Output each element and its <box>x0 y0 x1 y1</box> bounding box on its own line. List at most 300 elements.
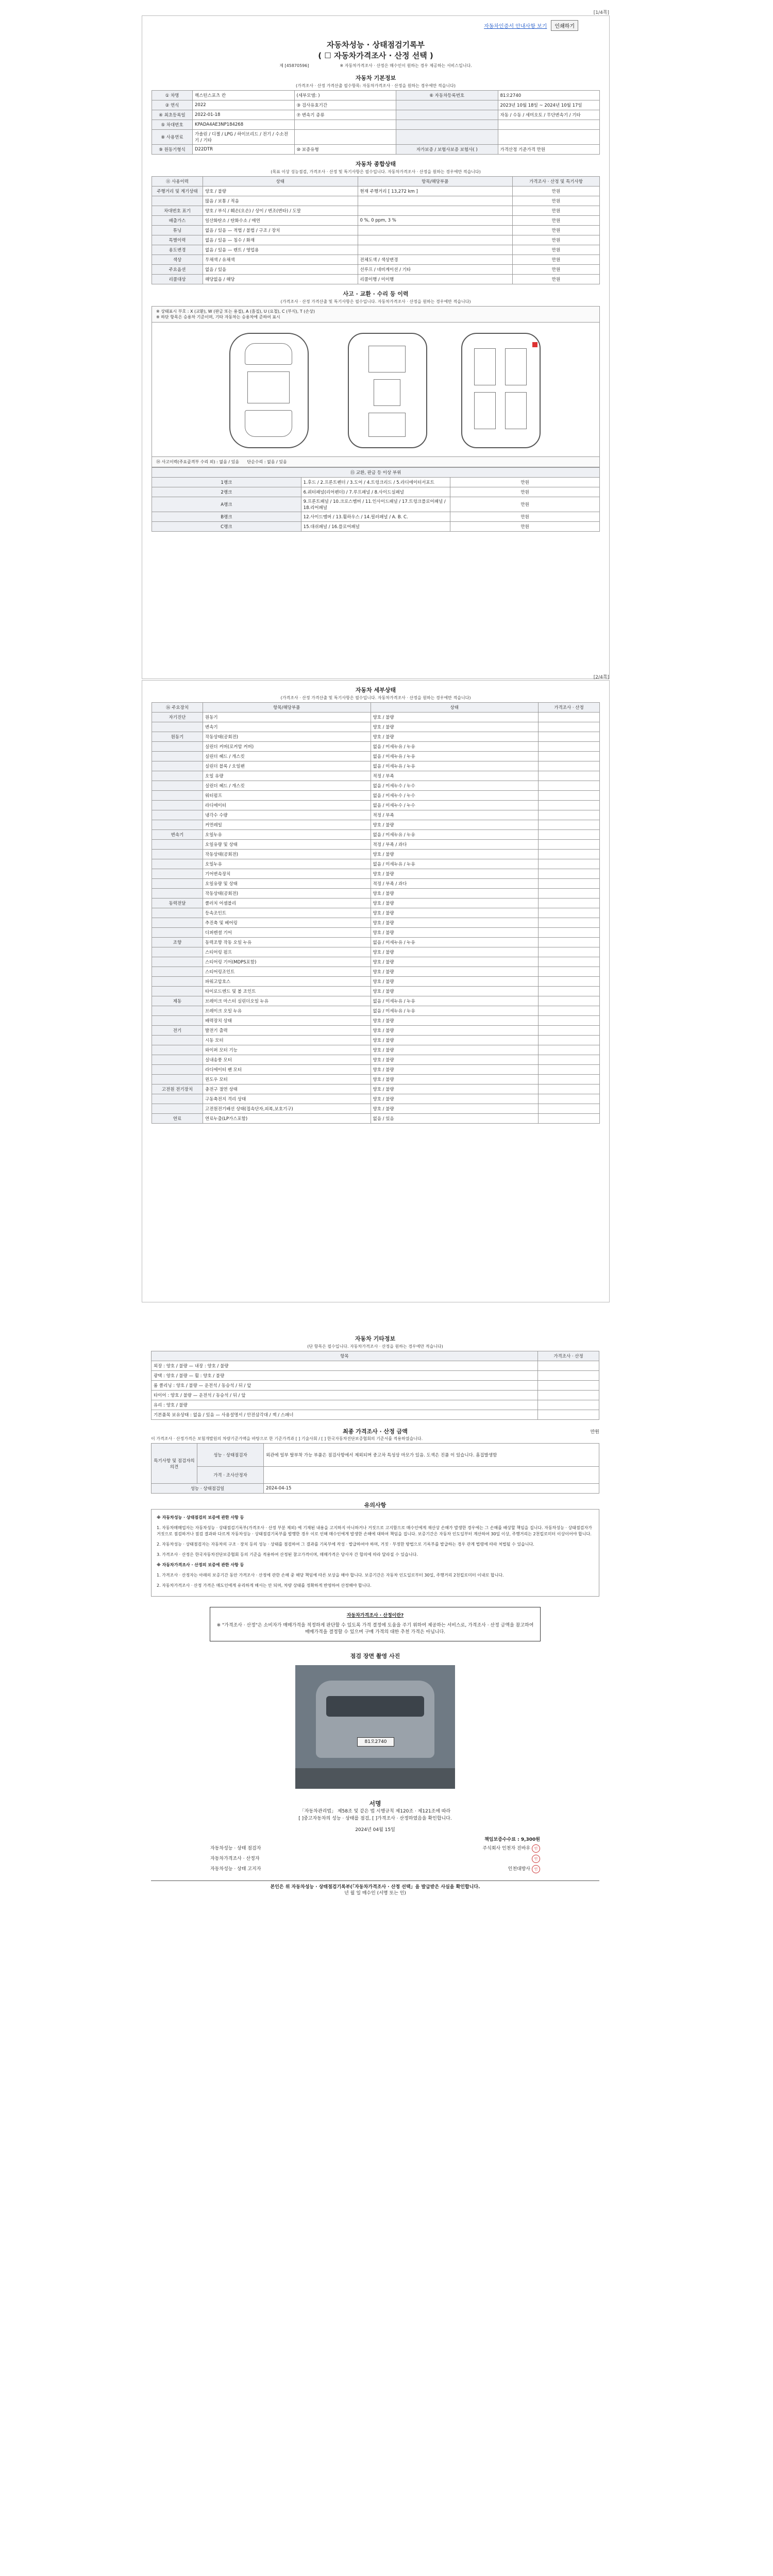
detail-item: 타이로드엔드 및 볼 조인트 <box>203 987 371 996</box>
detail-item: 배력장치 상태 <box>203 1016 371 1026</box>
etc-item: 외장 : 양호 / 불량 — 내장 : 양호 / 불량 <box>152 1361 538 1371</box>
detail-price <box>539 1016 600 1026</box>
detail-group: 변속기 <box>152 830 203 840</box>
detail-row <box>152 889 600 899</box>
detail-group: 전기 <box>152 1026 203 1036</box>
detail-price <box>539 918 600 928</box>
rank-1-label: 1랭크 <box>152 478 301 487</box>
basic-info-row <box>152 145 600 155</box>
detail-status: 양호 / 불량 <box>371 1026 539 1036</box>
final-price-note: 이 가격조사 · 산정가격은 보험개발원의 차량기준가액을 바탕으로 한 기준가격과 [ ] 기술사회 / [ ] 한국자동차진단보증협회의 기준서를 적용하였습니다. <box>151 1436 423 1441</box>
rank-b-parts: 12.사이드멤버 / 13.휠하우스 / 14.필러패널 / A. B. C. <box>301 512 450 522</box>
detail-row <box>152 1006 600 1016</box>
detail-price <box>539 1094 600 1104</box>
detail-price <box>539 791 600 801</box>
detail-item: 작동상태(공회전) <box>203 889 371 899</box>
signature-title: 서명 <box>369 1800 381 1807</box>
detail-price <box>539 810 600 820</box>
detail-price <box>539 1036 600 1045</box>
detail-group <box>152 722 203 732</box>
etc-row <box>152 1371 599 1381</box>
exchange-title: ⑮ 교환, 판금 등 이상 부위 <box>152 468 600 478</box>
detail-row <box>152 996 600 1006</box>
detail-status: 양호 / 불량 <box>371 977 539 987</box>
state-price: 만원 <box>513 226 600 235</box>
basic-value-2: 81오2740 <box>498 91 600 100</box>
etc-header-cell: 가격조사 · 산정 <box>538 1351 599 1361</box>
state-key: 주행거리 및 계기상태 <box>152 187 203 196</box>
detail-group <box>152 859 203 869</box>
state-key: 주요옵션 <box>152 265 203 275</box>
state-row <box>152 245 600 255</box>
detail-item: 파워고압호스 <box>203 977 371 987</box>
detail-status: 양호 / 불량 <box>371 967 539 977</box>
detail-row <box>152 1016 600 1026</box>
state-row <box>152 206 600 216</box>
detail-state-table <box>152 702 600 1124</box>
detail-group <box>152 889 203 899</box>
etc-item: 룸 클리닝 : 양호 / 불량 — 운전석 / 동승석 / 뒤 / 앞 <box>152 1381 538 1391</box>
detail-row <box>152 869 600 879</box>
state-row <box>152 196 600 206</box>
etc-header-row <box>152 1351 599 1361</box>
detail-item: 발전기 출력 <box>203 1026 371 1036</box>
detail-group <box>152 957 203 967</box>
detail-price <box>539 820 600 830</box>
page-1 <box>142 10 610 679</box>
basic-label: ④ 최초등록일 <box>152 110 193 120</box>
signer-row-3 <box>210 1865 540 1873</box>
detail-item: 클러치 어셈블리 <box>203 899 371 908</box>
detail-status: 양호 / 불량 <box>371 1036 539 1045</box>
detail-price <box>539 830 600 840</box>
detail-row <box>152 987 600 996</box>
rank-b-label: B랭크 <box>152 512 301 522</box>
detail-row <box>152 1036 600 1045</box>
detail-group <box>152 1065 203 1075</box>
detail-group: 제동 <box>152 996 203 1006</box>
detail-item: 와이퍼 모터 기능 <box>203 1045 371 1055</box>
accident-legend-line2: ※ 하단 항목은 승용차 기준이며, 기타 자동차는 승용차에 준하여 표시 <box>156 315 280 319</box>
detail-price <box>539 987 600 996</box>
roof-panel <box>247 371 290 403</box>
state-part: 리콜이행 / 미이행 <box>358 275 513 284</box>
etc-row <box>152 1400 599 1410</box>
detail-price <box>539 713 600 722</box>
detail-row <box>152 1084 600 1094</box>
detail-group <box>152 967 203 977</box>
detail-row <box>152 1114 600 1124</box>
detail-price <box>539 850 600 859</box>
detail-status: 양호 / 불량 <box>371 947 539 957</box>
left-door-panel <box>474 348 496 385</box>
basic-info-note: (가격조사 · 산정 가격산출 필수항목: 자동차가격조사 · 산정을 원하는 경우에만 적습니다) <box>296 83 456 88</box>
simple-repair-flag: 단순수리 : 없음 / 있음 <box>247 460 287 464</box>
rank-1-parts: 1.후드 / 2.프론트펜더 / 3.도어 / 4.트렁크리드 / 5.라디에이터서포트 <box>301 478 450 487</box>
basic-sub: ⑦ 변속기 종류 <box>294 110 396 120</box>
detail-price <box>539 938 600 947</box>
seal-icon: 인 <box>532 1855 540 1863</box>
detail-group: 자기진단 <box>152 713 203 722</box>
etc-header-cell: 항목 <box>152 1351 538 1361</box>
state-key: 용도변경 <box>152 245 203 255</box>
accident-legend-line1: ※ 상태표시 부호 : X (교환), W (판금 또는 용접), A (흠집), U (요철), C (부식), T (손상) <box>156 309 315 314</box>
basic-value: KPADA4AE3NP184268 <box>193 120 295 130</box>
detail-row <box>152 1026 600 1036</box>
detail-status: 양호 / 불량 <box>371 908 539 918</box>
detail-status: 없음 / 미세누유 / 누유 <box>371 752 539 761</box>
basic-info-row <box>152 130 600 145</box>
top-links <box>484 20 578 31</box>
detail-status: 양호 / 불량 <box>371 928 539 938</box>
detail-item: 시동 모터 <box>203 1036 371 1045</box>
detail-price <box>539 859 600 869</box>
state-row <box>152 235 600 245</box>
detail-price <box>539 801 600 810</box>
basic-label-2 <box>396 130 498 145</box>
detail-row <box>152 977 600 987</box>
seal-icon: 인 <box>532 1865 540 1873</box>
detail-group <box>152 850 203 859</box>
detail-row <box>152 908 600 918</box>
detail-price <box>539 732 600 742</box>
detail-group <box>152 977 203 987</box>
basic-value: D22DTR <box>193 145 295 155</box>
detail-row <box>152 1075 600 1084</box>
detail-status: 양호 / 불량 <box>371 957 539 967</box>
basic-info-table <box>152 90 600 155</box>
signature-line-1: 「자동차관리법」 제58조 및 같은 법 시행규칙 제120조 · 제121조에 따라 <box>299 1809 451 1814</box>
detail-status: 적정 / 부족 <box>371 771 539 781</box>
signer-3-name: 인천대방사 <box>508 1867 531 1872</box>
basic-value-2 <box>498 120 600 130</box>
detail-item: 원동기 <box>203 713 371 722</box>
detail-group <box>152 791 203 801</box>
detail-status: 없음 / 미세누유 / 누유 <box>371 859 539 869</box>
basic-value: 2022 <box>193 100 295 110</box>
signer-1-label: 자동차성능 · 상태 점검자 <box>210 1846 261 1851</box>
detail-status: 적정 / 부족 / 과다 <box>371 879 539 889</box>
overall-state-note: (목표 이상 성능점검, 가격조사 · 산정 및 특기사항은 필수입니다. 자동차가격조사 · 산정을 원하는 경우에만 적습니다) <box>271 170 481 174</box>
detail-price <box>539 1065 600 1075</box>
page-number: [2/4쪽] <box>593 675 609 680</box>
state-row <box>152 275 600 284</box>
detail-item: 오일누유 <box>203 859 371 869</box>
detail-price <box>539 947 600 957</box>
detail-row <box>152 879 600 889</box>
detail-price <box>539 1084 600 1094</box>
state-part <box>358 245 513 255</box>
detail-group <box>152 801 203 810</box>
detail-price <box>539 742 600 752</box>
signer-2-label: 자동차가격조사 · 산정자 <box>210 1856 260 1861</box>
detail-item: 연료누출(LP가스포함) <box>203 1114 371 1124</box>
state-price: 만원 <box>513 255 600 265</box>
state-key <box>152 196 203 206</box>
document-title: 자동차성능 · 상태점검기록부 <box>326 40 425 49</box>
signer-row-2 <box>210 1855 540 1863</box>
front-frame-panel <box>368 346 406 372</box>
state-row <box>152 265 600 275</box>
detail-price <box>539 1075 600 1084</box>
license-plate: 81오2740 <box>357 1737 394 1747</box>
basic-info-row <box>152 91 600 100</box>
etc-price <box>538 1361 599 1371</box>
detail-price <box>539 722 600 732</box>
notes-heading-2: ※ 자동차가격조사 · 산정의 보증에 관한 사항 등 <box>157 1563 244 1567</box>
detail-state-note: (가격조사 · 산정 가격산출 및 특기사항은 필수입니다. 자동차가격조사 · 산정을 원하는 경우에만 적습니다) <box>280 696 471 700</box>
signature-date: 2024년 04월 15일 <box>355 1827 395 1833</box>
detail-status: 양호 / 불량 <box>371 918 539 928</box>
detail-price <box>539 1045 600 1055</box>
detail-price <box>539 889 600 899</box>
state-price: 만원 <box>513 206 600 216</box>
detail-item: 실내송풍 모터 <box>203 1055 371 1065</box>
detail-item: 실린더 헤드 / 개스킷 <box>203 752 371 761</box>
detail-item: 추진축 및 베어링 <box>203 918 371 928</box>
etc-item: 기본품목 보유상태 : 없음 / 있음 — 사용설명서 / 안전삼각대 / 잭 / 스패너 <box>152 1410 538 1420</box>
notes-body-5: 2. 자동차가격조사 · 산정 가격은 매도인에게 유리하게 해서는 안 되며, 차량 상태를 정확하게 반영하여 산정해야 합니다. <box>157 1583 372 1588</box>
price-notice-title: 자동차가격조사 · 산정이란? <box>346 1613 404 1618</box>
rank-2-parts: 6.쿼터패널(리어펜더) / 7.루프패널 / 8.사이드실패널 <box>301 487 450 497</box>
detail-row <box>152 742 600 752</box>
state-part <box>358 196 513 206</box>
detail-row <box>152 947 600 957</box>
detail-row <box>152 928 600 938</box>
detail-group <box>152 771 203 781</box>
detail-group <box>152 918 203 928</box>
etc-info-table <box>151 1351 599 1420</box>
detail-item: 기어변속장치 <box>203 869 371 879</box>
floor-panel <box>374 379 400 406</box>
rank-a-parts: 9.프론트패널 / 10.크로스멤버 / 11.인사이드패널 / 17.트렁크플로어패널 / 18.리어패널 <box>301 497 450 512</box>
detail-status: 없음 / 미세누수 / 누수 <box>371 781 539 791</box>
certificate-info-link[interactable]: 자동차인증서 안내사항 보기 <box>484 24 547 29</box>
detail-status: 양호 / 불량 <box>371 1094 539 1104</box>
final-price-title: 최종 가격조사 · 산정 금액 <box>343 1428 408 1435</box>
document-meta <box>142 63 609 69</box>
detail-group <box>152 742 203 752</box>
detail-item: 작동상태(공회전) <box>203 732 371 742</box>
state-status: 양호 / 불량 <box>203 187 358 196</box>
basic-value-2: 2023년 10월 18일 ~ 2024년 10월 17일 <box>498 100 600 110</box>
price-assessor-label: 가격 · 조사산정자 <box>197 1467 264 1484</box>
signer-3-label: 자동차성능 · 상태 고지자 <box>210 1867 261 1872</box>
notes-body-2: 2. 자동차성능 · 상태점검자는 자동차의 구조 · 장치 등의 성능 · 상태를 점검하여 그 결과를 기록부에 작성 · 발급하여야 하며, 거짓 · 부정한 방법으로 기록부를 발급하는 경우 관계 법령에 따라 처벌될 수 있습니다. <box>157 1542 534 1547</box>
detail-item: 충전구 절연 상태 <box>203 1084 371 1094</box>
detail-status: 양호 / 불량 <box>371 713 539 722</box>
vehicle-grille <box>326 1696 424 1717</box>
detail-row <box>152 938 600 947</box>
detail-status: 없음 / 미세누수 / 누수 <box>371 791 539 801</box>
detail-group: 원동기 <box>152 732 203 742</box>
rank-c-parts: 15.대쉬패널 / 16.플로어패널 <box>301 522 450 532</box>
detail-row <box>152 918 600 928</box>
page-number: [1/4쪽] <box>593 10 609 15</box>
document-meta-note: ※ 자동차가격조사 · 산정은 매수인이 원하는 경우 제공하는 서비스입니다. <box>340 63 472 68</box>
notes-box <box>151 1509 599 1597</box>
detail-item: 등속조인트 <box>203 908 371 918</box>
detail-price <box>539 879 600 889</box>
final-price-unit: 만원 <box>590 1430 599 1435</box>
etc-item: 유리 : 양호 / 불량 <box>152 1400 538 1410</box>
detail-row <box>152 830 600 840</box>
detail-row <box>152 840 600 850</box>
detail-row <box>152 1045 600 1055</box>
right-door-panel <box>505 348 527 385</box>
detail-header-row <box>152 703 600 713</box>
detail-price <box>539 977 600 987</box>
basic-sub <box>294 120 396 130</box>
inspector-label: 성능 · 상태점검자 <box>197 1444 264 1467</box>
basic-label: ⑧ 사용연료 <box>152 130 193 145</box>
detail-status: 없음 / 미세누유 / 누유 <box>371 742 539 752</box>
etc-price <box>538 1400 599 1410</box>
detail-status: 없음 / 미세누수 / 누수 <box>371 801 539 810</box>
detail-status: 양호 / 불량 <box>371 869 539 879</box>
buyer-confirmation: 본인은 위 자동차성능 · 상태점검기록부(「자동차가격조사 · 산정 선택」을 발급받은 사실을 확인합니다. <box>151 1880 599 1890</box>
detail-price <box>539 899 600 908</box>
detail-group <box>152 1104 203 1114</box>
detail-header-cell: ⑯ 주요장치 <box>152 703 203 713</box>
detail-row <box>152 713 600 722</box>
state-key: 튜닝 <box>152 226 203 235</box>
left-rear-door-panel <box>474 392 496 429</box>
detail-item: 스티어링조인트 <box>203 967 371 977</box>
detail-row <box>152 752 600 761</box>
detail-row <box>152 1094 600 1104</box>
state-price: 만원 <box>513 265 600 275</box>
etc-item: 광택 : 양호 / 불량 — 휠 : 양호 / 불량 <box>152 1371 538 1381</box>
state-status: 없음 / 있음 — 렌트 / 영업용 <box>203 245 358 255</box>
detail-group <box>152 1055 203 1065</box>
detail-group <box>152 1016 203 1026</box>
accident-summary <box>152 457 600 467</box>
state-price: 만원 <box>513 216 600 226</box>
accident-history-flag: ⑭ 사고이력(주요골격부 수리 외) : 없음 / 있음 <box>156 460 240 464</box>
detail-status: 양호 / 불량 <box>371 1045 539 1055</box>
detail-group: 연료 <box>152 1114 203 1124</box>
detail-status: 없음 / 있음 <box>371 1114 539 1124</box>
state-row <box>152 187 600 196</box>
detail-status: 양호 / 불량 <box>371 899 539 908</box>
inspection-date-value: 2024-04-15 <box>264 1484 599 1494</box>
exchange-parts-table: ⑮ 교환, 판금 등 이상 부위 1랭크 1.후드 / 2.프론트펜더 / 3.도어 / 4.트렁크리드 / 5.라디에이터서포트 만원 2랭크 6.쿼터패널(리어펜더) / 7.루프패널 / 8.사이드실패널 만원 A랭크 9.프론트패널 / 10.크로스멤버 / 11.인사이드패널 / 17.트렁크플로어패널 / 18.리어패널 만원 B랭크 12.사이드멤버 / 13.휠하우스 / 14.필러패널 / A. B. C. 만원 C랭크 15.대쉬패널 / 16.플로어패널 만원 <box>152 467 600 532</box>
detail-item: 스티어링 펌프 <box>203 947 371 957</box>
right-rear-door-panel <box>505 392 527 429</box>
print-button[interactable]: 인쇄하기 <box>551 20 578 31</box>
detail-item: 고전원전기배선 상태(접속단자,피복,보호기구) <box>203 1104 371 1114</box>
detail-price <box>539 1006 600 1016</box>
detail-row <box>152 761 600 771</box>
state-price: 만원 <box>513 196 600 206</box>
special-notes-table <box>151 1443 599 1494</box>
etc-price <box>538 1391 599 1400</box>
state-status: 없음 / 있음 — 침수 / 화재 <box>203 235 358 245</box>
basic-sub: ③ 검사유효기간 <box>294 100 396 110</box>
detail-group <box>152 1075 203 1084</box>
detail-item: 작동상태(공회전) <box>203 850 371 859</box>
detail-price <box>539 781 600 791</box>
detail-price <box>539 967 600 977</box>
state-status: 양호 / 부식 / 훼손(오손) / 상이 / 변조(변타) / 도말 <box>203 206 358 216</box>
detail-price <box>539 1026 600 1036</box>
detail-group <box>152 879 203 889</box>
document-number: 제 [45870596] <box>279 63 309 68</box>
detail-group: 동력전달 <box>152 899 203 908</box>
page-2 <box>142 675 610 1302</box>
detail-row <box>152 732 600 742</box>
basic-value: 렉스턴스포츠 칸 <box>193 91 295 100</box>
etc-info-note: (단 항목은 필수입니다. 자동차가격조사 · 산정을 원하는 경우에만 적습니다) <box>307 1344 443 1349</box>
detail-item: 오일 유량 <box>203 771 371 781</box>
detail-row <box>152 801 600 810</box>
etc-item: 타이어 : 양호 / 불량 — 운전석 / 동승석 / 뒤 / 앞 <box>152 1391 538 1400</box>
basic-label-2: 자가보증 / 보험사보증 보험사( ) <box>396 145 498 155</box>
basic-info-row <box>152 110 600 120</box>
photo-title: 점검 장면 촬영 사진 <box>350 1653 400 1659</box>
state-row <box>152 226 600 235</box>
detail-group <box>152 810 203 820</box>
detail-status: 양호 / 불량 <box>371 1055 539 1065</box>
detail-group <box>152 840 203 850</box>
car-diagram <box>152 323 600 457</box>
basic-sub: ⑩ 보증유형 <box>294 145 396 155</box>
detail-row <box>152 850 600 859</box>
detail-status: 없음 / 미세누유 / 누유 <box>371 830 539 840</box>
state-part: 전체도색 / 색상변경 <box>358 255 513 265</box>
hood-panel <box>245 343 292 365</box>
basic-value-2: 자동 / 수동 / 세미오토 / 무단변속기 / 기타 <box>498 110 600 120</box>
detail-row <box>152 1104 600 1114</box>
accident-legend <box>152 306 600 323</box>
basic-info-title: 자동차 기본정보 <box>355 75 396 81</box>
detail-price <box>539 869 600 879</box>
detail-item: 라디에이터 팬 모터 <box>203 1065 371 1075</box>
detail-status: 양호 / 불량 <box>371 987 539 996</box>
state-status: 없음 / 있음 <box>203 265 358 275</box>
notes-body-3: 3. 가격조사 · 산정은 한국자동차진단보증협회 등의 기준을 적용하여 산정된 참고가격이며, 매매가격은 당사자 간 합의에 따라 달라질 수 있습니다. <box>157 1552 418 1557</box>
detail-group <box>152 947 203 957</box>
detail-group <box>152 1045 203 1055</box>
detail-item: 스티어링 기어(MDPS포함) <box>203 957 371 967</box>
detail-group <box>152 820 203 830</box>
detail-group <box>152 1006 203 1016</box>
detail-item: 브레이크 오일 누유 <box>203 1006 371 1016</box>
detail-group: 조향 <box>152 938 203 947</box>
detail-item: 오일유량 및 상태 <box>203 879 371 889</box>
state-part: 현재 주행거리 [ 13,272 km ] <box>358 187 513 196</box>
signature-line-2: [ ]중고자동차의 성능 · 상태를 점검, [ ]가격조사 · 산정하였음을 확인합니다. <box>298 1816 452 1821</box>
detail-status: 양호 / 불량 <box>371 1104 539 1114</box>
etc-price <box>538 1410 599 1420</box>
detail-header-cell: 상태 <box>371 703 539 713</box>
state-key: 특별이력 <box>152 235 203 245</box>
detail-status: 양호 / 불량 <box>371 820 539 830</box>
state-key: 색상 <box>152 255 203 265</box>
rank-a-label: A랭크 <box>152 497 301 512</box>
detail-item: 구동축전지 격리 상태 <box>203 1094 371 1104</box>
state-header-row <box>152 177 600 187</box>
detail-item: 워터펌프 <box>203 791 371 801</box>
detail-status: 없음 / 미세누유 / 누유 <box>371 996 539 1006</box>
etc-row <box>152 1381 599 1391</box>
basic-label-2 <box>396 100 498 110</box>
basic-info-row <box>152 120 600 130</box>
etc-info-title: 자동차 기타정보 <box>355 1335 396 1342</box>
basic-value-2: 가격산정 기준가격 만원 <box>498 145 600 155</box>
page-3 <box>142 1329 609 2561</box>
